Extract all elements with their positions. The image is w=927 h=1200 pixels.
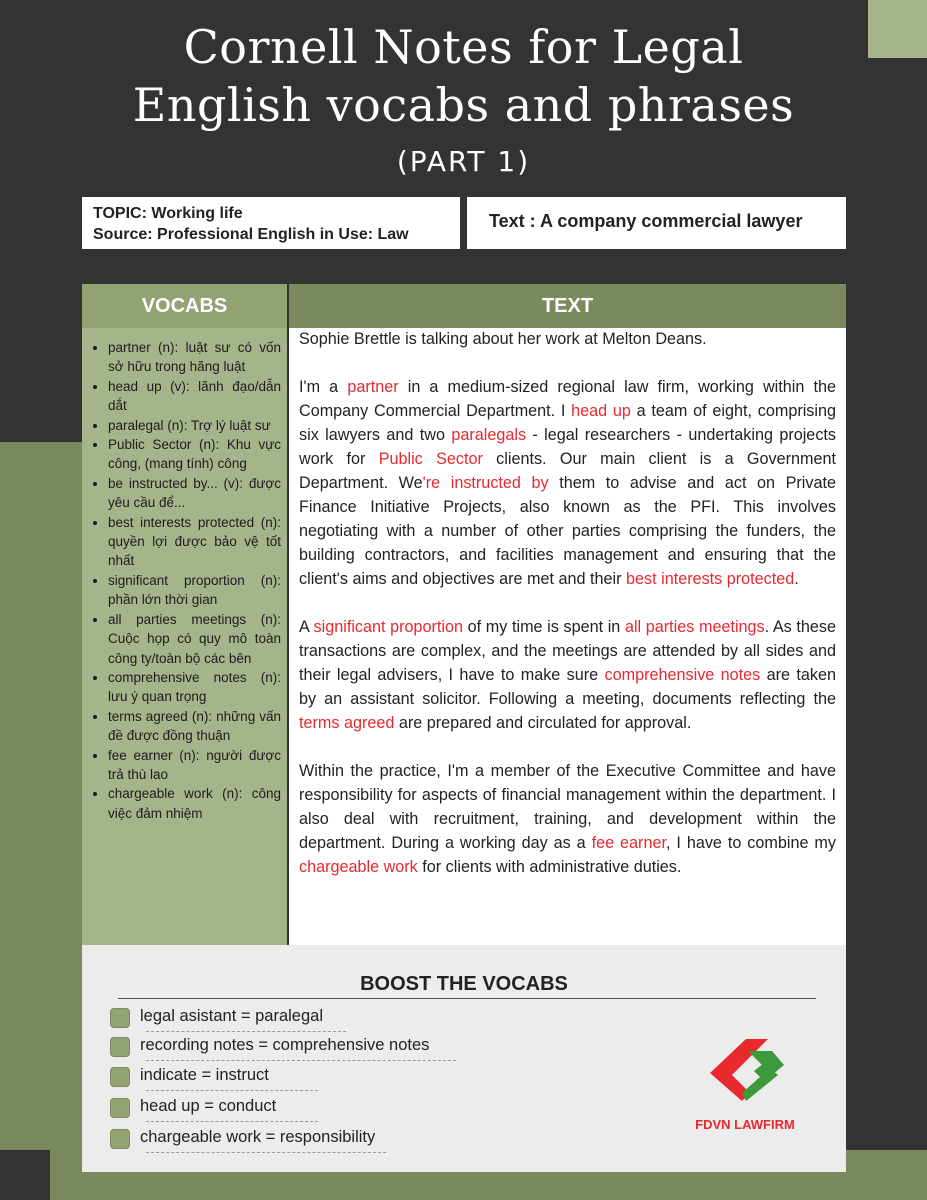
boost-item-label: head up = conduct <box>140 1097 277 1115</box>
logo-mark-icon <box>702 1035 788 1117</box>
text-title-box <box>467 197 846 249</box>
highlighted-term: terms agreed <box>299 714 395 732</box>
highlighted-term: 're instructed by <box>422 474 549 492</box>
vocab-list <box>90 338 281 823</box>
highlighted-term: best interests protected <box>626 570 795 588</box>
text-run: them to advise and act on Private Finance Initiative Projects, also known as the PFI. This involves negotiating with a number of other parties comprising the funders, the building contractors, and facilities management and ensuring that the client's aims and objectives are met and their <box>299 474 837 588</box>
vocab-item: • paralegal (n): Trợ lý luật sư <box>108 416 281 435</box>
vocab-item: • be instructed by... (v): được yêu cầu để... <box>108 474 281 513</box>
text-title: Text : A company commercial lawyer <box>489 211 803 231</box>
dashed-underline <box>146 1060 456 1061</box>
title-line-2: English vocabs and phrases <box>132 78 795 132</box>
text-paragraph-1 <box>299 375 836 591</box>
vocab-item: • head up (v): lãnh đạo/dẫn dắt <box>108 377 281 416</box>
dashed-underline <box>146 1121 318 1122</box>
text-run: are taken by an assistant solicitor. Following a meeting, documents reflecting the <box>299 666 836 708</box>
text-run: for clients with administrative duties. <box>417 858 682 876</box>
side-decoration <box>0 442 82 1200</box>
bottom-left-block <box>0 1150 50 1200</box>
page-subtitle: (PART 1) <box>396 145 531 178</box>
highlighted-term: partner <box>347 378 399 396</box>
topic-box <box>82 197 460 249</box>
dashed-underline <box>146 1090 318 1091</box>
highlighted-term: Public Sector <box>378 450 483 468</box>
vocab-item: • chargeable work (n): công việc đảm nhiệm <box>108 784 281 823</box>
text-intro: Sophie Brettle is talking about her work at Melton Deans. <box>299 330 707 348</box>
source-label: Source: Professional English in Use: Law <box>93 226 409 243</box>
text-run: A <box>299 618 314 636</box>
highlighted-term: all parties meetings <box>624 618 765 636</box>
text-run: clients. Our main client is a Government Department. We <box>299 450 836 492</box>
highlighted-term: significant proportion <box>313 618 464 636</box>
text-paragraph-2 <box>299 615 836 735</box>
text-header: TEXT <box>289 284 846 328</box>
text-run: a team of eight, comprising six lawyers and two <box>299 402 837 444</box>
text-run: - legal researchers - undertaking projects work for <box>299 426 836 468</box>
vocab-item: • partner (n): luật sư có vốn sở hữu trong hãng luật <box>108 338 281 377</box>
vocab-item: • terms agreed (n): những vấn đề được đồng thuận <box>108 707 281 746</box>
boost-section <box>82 945 846 1172</box>
highlighted-term: fee earner <box>591 834 666 852</box>
text-run: Within the practice, I'm a member of the Executive Committee and have responsibility for aspects of financial management within the department. I also deal with recruitment, training, and development within the department. During a working day as a <box>299 762 836 852</box>
boost-item-label: indicate = instruct <box>140 1066 269 1084</box>
highlighted-term: head up <box>571 402 631 420</box>
highlighted-term: paralegals <box>451 426 527 444</box>
text-run: . <box>794 570 799 588</box>
dashed-underline <box>146 1031 346 1032</box>
title-line-1: Cornell Notes for Legal <box>183 20 744 74</box>
logo-text: FDVN LAWFIRM <box>695 1117 795 1132</box>
highlighted-term: chargeable work <box>299 858 418 876</box>
text-run: . As these transactions are complex, and the meetings are attended by all sides and their legal advisers, I have to make sure <box>299 618 836 684</box>
vocab-item: • Public Sector (n): Khu vực công, (mang tính) công <box>108 435 281 474</box>
dashed-underline <box>146 1152 386 1153</box>
vocab-item: • significant proportion (n): phần lớn thời gian <box>108 571 281 610</box>
boost-title: BOOST THE VOCABS <box>360 973 568 995</box>
checkbox[interactable] <box>110 1098 130 1118</box>
text-run: , I have to combine my <box>665 834 836 852</box>
boost-item-label: recording notes = comprehensive notes <box>140 1036 430 1054</box>
vocab-item: • best interests protected (n): quyền lợi được bảo vệ tốt nhất <box>108 513 281 571</box>
text-run: of my time is spent in <box>463 618 625 636</box>
vocab-item: • all parties meetings (n): Cuộc họp có quy mô toàn công ty/toàn bộ các bên <box>108 610 281 668</box>
checkbox[interactable] <box>110 1129 130 1149</box>
text-paragraph-3 <box>299 759 836 879</box>
vocab-column <box>82 328 287 945</box>
checkbox[interactable] <box>110 1037 130 1057</box>
page-title <box>0 18 927 134</box>
text-run: in a medium-sized regional law firm, working within the Company Commercial Department. I <box>299 378 836 420</box>
checkbox[interactable] <box>110 1008 130 1028</box>
boost-item-label: chargeable work = responsibility <box>140 1128 376 1146</box>
text-run: I'm a <box>299 378 348 396</box>
highlighted-term: comprehensive notes <box>604 666 761 684</box>
vocab-item: • fee earner (n): người được trả thù lao <box>108 746 281 785</box>
checkbox[interactable] <box>110 1067 130 1087</box>
topic-label: TOPIC: Working life <box>93 205 243 222</box>
text-column <box>289 328 846 945</box>
vocab-item: • comprehensive notes (n): lưu ý quan trọng <box>108 668 281 707</box>
boost-item-label: legal asistant = paralegal <box>140 1007 323 1025</box>
boost-divider <box>118 998 816 999</box>
vocabs-header: VOCABS <box>82 284 287 328</box>
text-run: are prepared and circulated for approval. <box>394 714 692 732</box>
